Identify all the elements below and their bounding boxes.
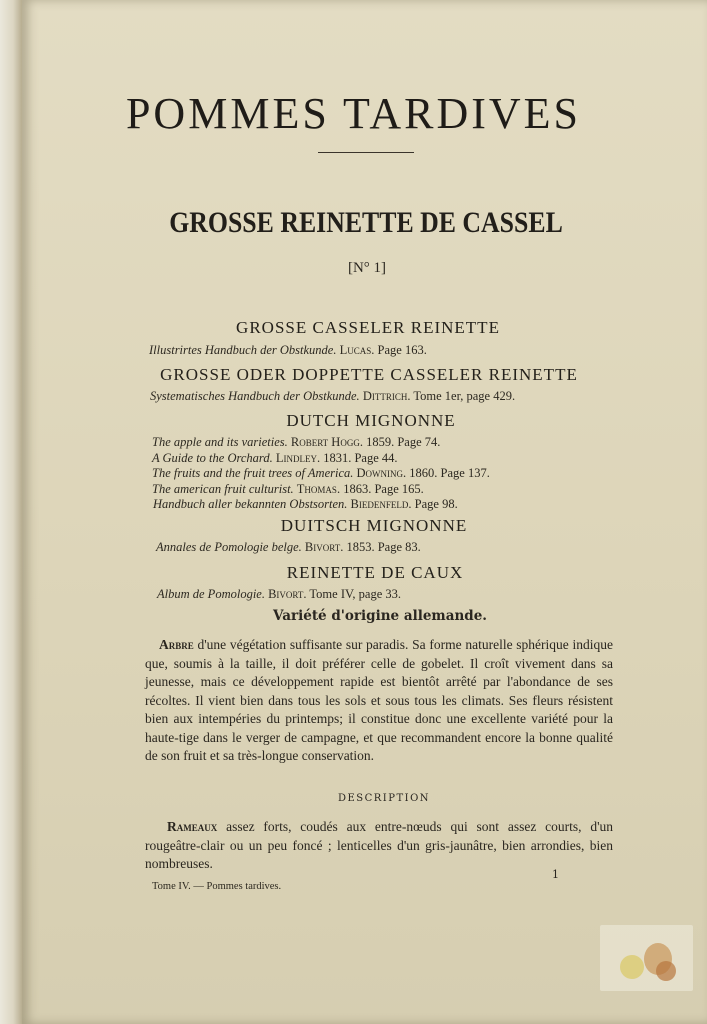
reference-author: Lucas. bbox=[339, 343, 375, 357]
variety-title: GROSSE REINETTE DE CASSEL bbox=[169, 206, 563, 239]
reference-author: Dittrich. bbox=[362, 389, 411, 403]
arbre-paragraph bbox=[145, 636, 613, 766]
synonym-heading: DUITSCH MIGNONNE bbox=[280, 516, 468, 535]
description-text: assez forts, coudés aux entre-nœuds qui sont assez courts, d'un rougeâtre-clair ou un peu foncé ; lenticelles d'un gris-jaunâtre, bien arrondies, bien nombreuses. bbox=[145, 819, 614, 871]
description-paragraph bbox=[145, 818, 613, 874]
reference-detail: Page 98. bbox=[414, 497, 458, 511]
reference-author: Bivort. bbox=[268, 587, 307, 601]
synonym-heading: DUTCH MIGNONNE bbox=[286, 411, 456, 430]
main-title: POMMES TARDIVES bbox=[125, 89, 582, 138]
reference-detail: Page 163. bbox=[377, 343, 427, 357]
reference-detail: 1831. Page 44. bbox=[323, 451, 398, 465]
synonym-heading: GROSSE CASSELER REINETTE bbox=[236, 318, 500, 337]
reference-line bbox=[153, 497, 458, 512]
book-left-edge bbox=[0, 0, 22, 1024]
synonym-heading: REINETTE DE CAUX bbox=[286, 563, 464, 582]
reference-author: Thomas. bbox=[296, 482, 341, 496]
apple-icon bbox=[620, 955, 644, 979]
reference-line bbox=[149, 343, 427, 358]
apple-watermark bbox=[600, 925, 693, 991]
reference-work: Illustrirtes Handbuch der Obstkunde. bbox=[149, 343, 337, 357]
reference-author: Lindley. bbox=[275, 451, 321, 465]
arbre-lead: Arbre bbox=[159, 637, 194, 652]
description-lead: Rameaux bbox=[167, 819, 218, 834]
reference-author: Biedenfeld. bbox=[350, 497, 412, 511]
reference-work: The apple and its varieties. bbox=[152, 435, 288, 449]
synonym-heading: GROSSE ODER DOPPETTE CASSELER REINETTE bbox=[160, 365, 578, 384]
reference-author: Robert Hogg. bbox=[290, 435, 363, 449]
reference-author: Downing. bbox=[356, 466, 407, 480]
reference-detail: 1863. Page 165. bbox=[343, 482, 424, 496]
reference-author: Bivort. bbox=[304, 540, 344, 554]
variety-number: [N° 1] bbox=[347, 260, 387, 276]
reference-work: Systematisches Handbuch der Obstkunde. bbox=[150, 389, 360, 403]
reference-line bbox=[152, 435, 440, 450]
reference-line bbox=[157, 587, 401, 602]
reference-detail: Tome IV, page 33. bbox=[309, 587, 402, 601]
reference-detail: 1859. Page 74. bbox=[366, 435, 441, 449]
arbre-text: d'une végétation suffisante sur paradis. Sa forme naturelle sphérique indique que, soumis à la taille, il doit préférer celle de gobelet. Il croît vivement dans sa jeunesse, mais ce développement rapide est bientôt arrêté par l'abondance de ses récoltes. Il vient bien dans tous les sols et sous tous les climats. Ses fleurs résistent bien aux intempéries du printemps; il constitue donc une excellente variété pour la haute-tige dans le verger de campagne, et que recommandent encore la bonne qualité de son fruit et sa très-longue conservation. bbox=[145, 637, 614, 763]
reference-detail: 1853. Page 83. bbox=[346, 540, 421, 554]
description-heading: DESCRIPTION bbox=[337, 793, 431, 804]
apple-icon bbox=[656, 961, 676, 981]
reference-work: A Guide to the Orchard. bbox=[152, 451, 273, 465]
reference-line bbox=[150, 389, 515, 404]
reference-detail: Tome 1er, page 429. bbox=[413, 389, 516, 403]
reference-detail: 1860. Page 137. bbox=[409, 466, 490, 480]
origin-note: Variété d'origine allemande. bbox=[273, 608, 487, 624]
title-divider bbox=[318, 152, 414, 153]
reference-line bbox=[156, 540, 421, 555]
reference-line bbox=[152, 482, 424, 497]
page-number: 1 bbox=[552, 868, 559, 881]
reference-work: Album de Pomologie. bbox=[157, 587, 265, 601]
page-footer: Tome IV. — Pommes tardives. bbox=[152, 881, 282, 892]
reference-work: The american fruit culturist. bbox=[152, 482, 294, 496]
reference-line bbox=[152, 466, 490, 481]
reference-line bbox=[152, 451, 398, 466]
reference-work: Handbuch aller bekannten Obstsorten. bbox=[153, 497, 348, 511]
reference-work: Annales de Pomologie belge. bbox=[156, 540, 302, 554]
reference-work: The fruits and the fruit trees of America. bbox=[152, 466, 354, 480]
